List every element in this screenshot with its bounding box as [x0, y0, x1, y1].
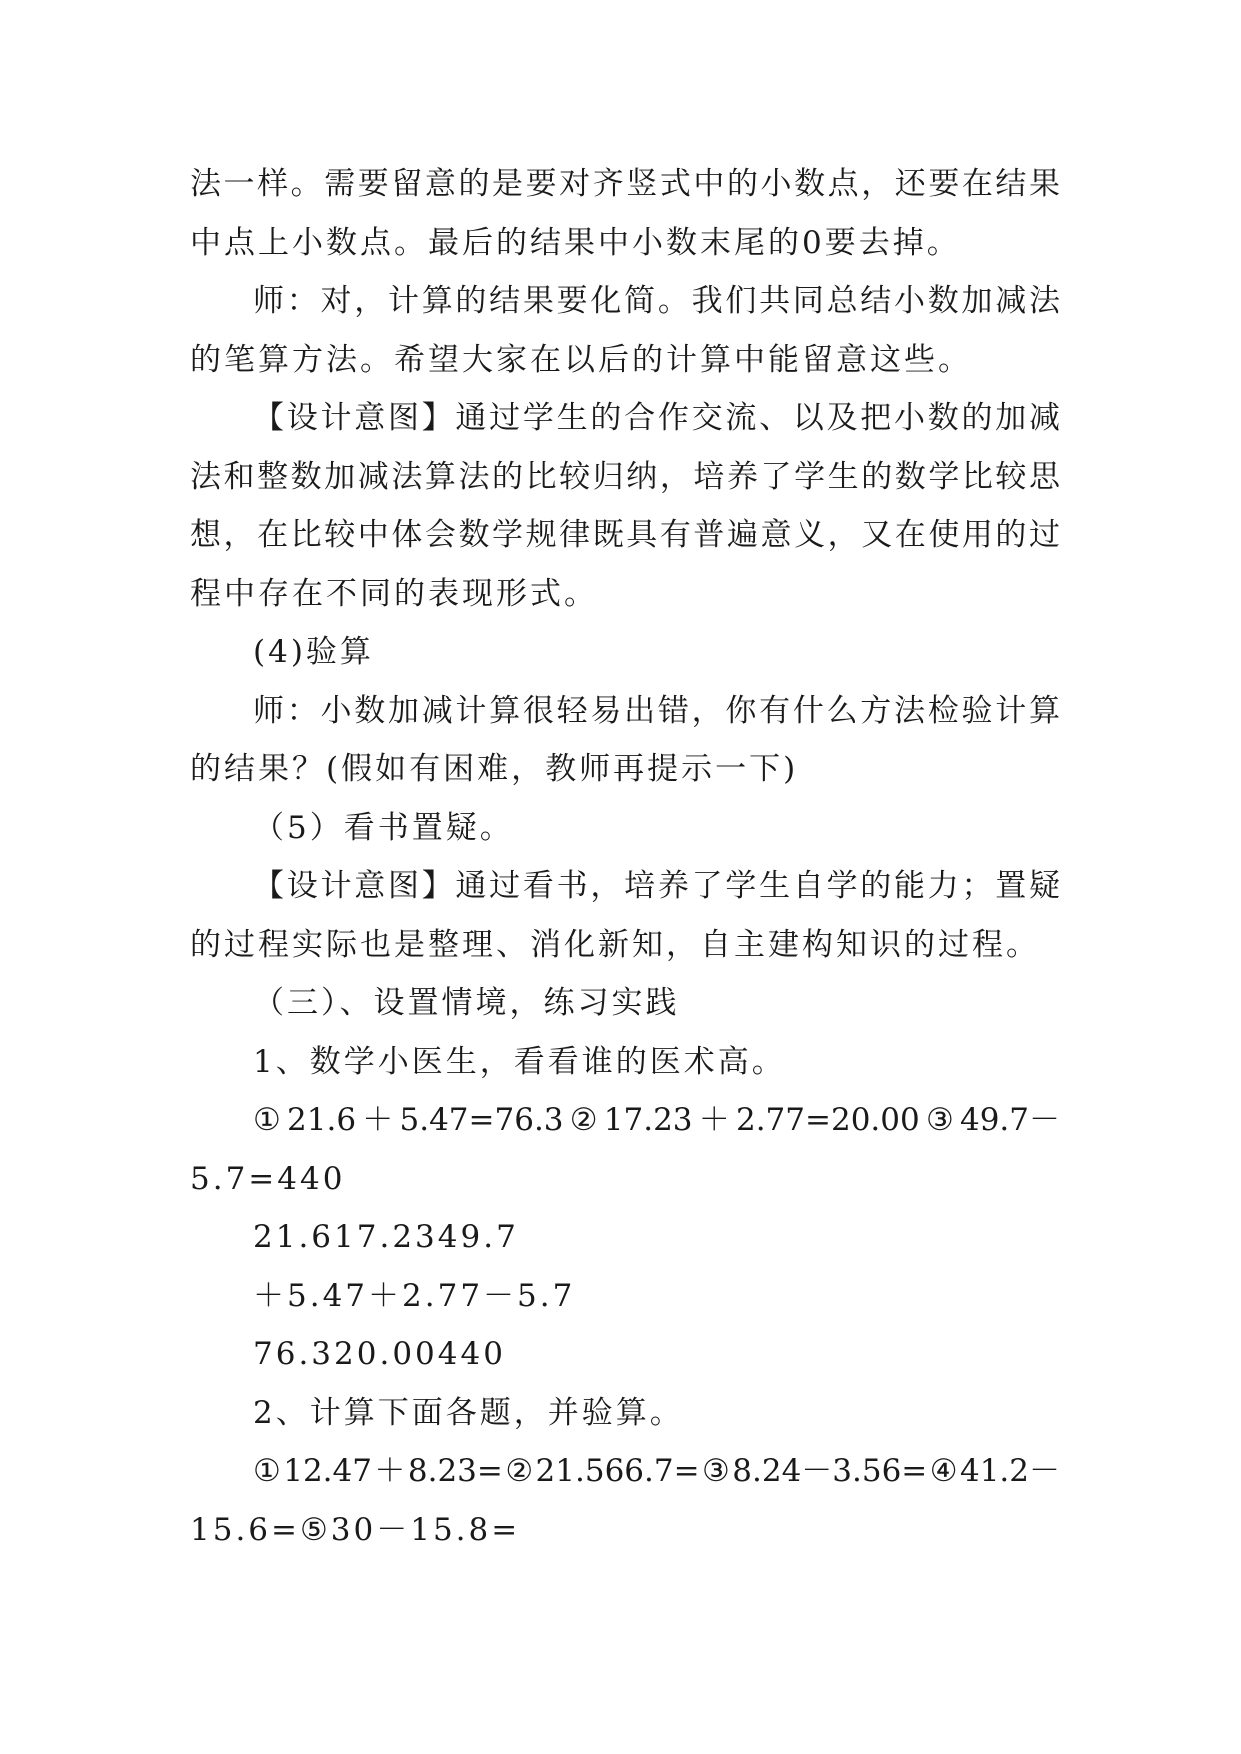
text-line: 师：对，计算的结果要化简。我们共同总结小数加减法: [253, 283, 1060, 319]
text-line: 法一样。需要留意的是要对齐竖式中的小数点，还要在结果: [190, 166, 1060, 202]
text-line: 的过程实际也是整理、消化新知，自主建构知识的过程。: [190, 927, 1040, 963]
text-line: 【设计意图】通过学生的合作交流、以及把小数的加减: [253, 400, 1060, 436]
text-line: 想，在比较中体会数学规律既具有普遍意义，又在使用的过: [190, 517, 1060, 553]
text-line: 15.6=⑤30－15.8=: [190, 1512, 521, 1548]
text-line: 法和整数加减法算法的比较归纳，培养了学生的数学比较思: [190, 459, 1060, 495]
text-line: 的笔算方法。希望大家在以后的计算中能留意这些。: [190, 342, 972, 378]
text-line: 2、计算下面各题，并验算。: [253, 1395, 684, 1431]
text-line: （三）、设置情境，练习实践: [253, 985, 680, 1021]
text-line: 师：小数加减计算很轻易出错，你有什么方法检验计算: [253, 693, 1060, 729]
text-line: 【设计意图】通过看书，培养了学生自学的能力；置疑: [253, 868, 1060, 904]
text-line: ①21.6＋5.47=76.3②17.23＋2.77=20.00③49.7－: [253, 1102, 1060, 1138]
text-line: 程中存在不同的表现形式。: [190, 576, 598, 612]
text-line: 5.7=440: [190, 1161, 346, 1197]
text-line: (4)验算: [253, 634, 374, 670]
text-line: ①12.47＋8.23=②21.566.7=③8.24－3.56=④41.2－: [253, 1453, 1060, 1489]
text-line: 76.320.00440: [253, 1336, 506, 1372]
text-line: ＋5.47＋2.77－5.7: [253, 1278, 576, 1314]
text-line: 的结果？(假如有困难，教师再提示一下): [190, 751, 799, 787]
text-line: 1、数学小医生，看看谁的医术高。: [253, 1044, 786, 1080]
text-line: 中点上小数点。最后的结果中小数末尾的0要去掉。: [190, 225, 961, 261]
text-line: 21.617.2349.7: [253, 1219, 519, 1255]
text-line: （5）看书置疑。: [253, 810, 514, 846]
